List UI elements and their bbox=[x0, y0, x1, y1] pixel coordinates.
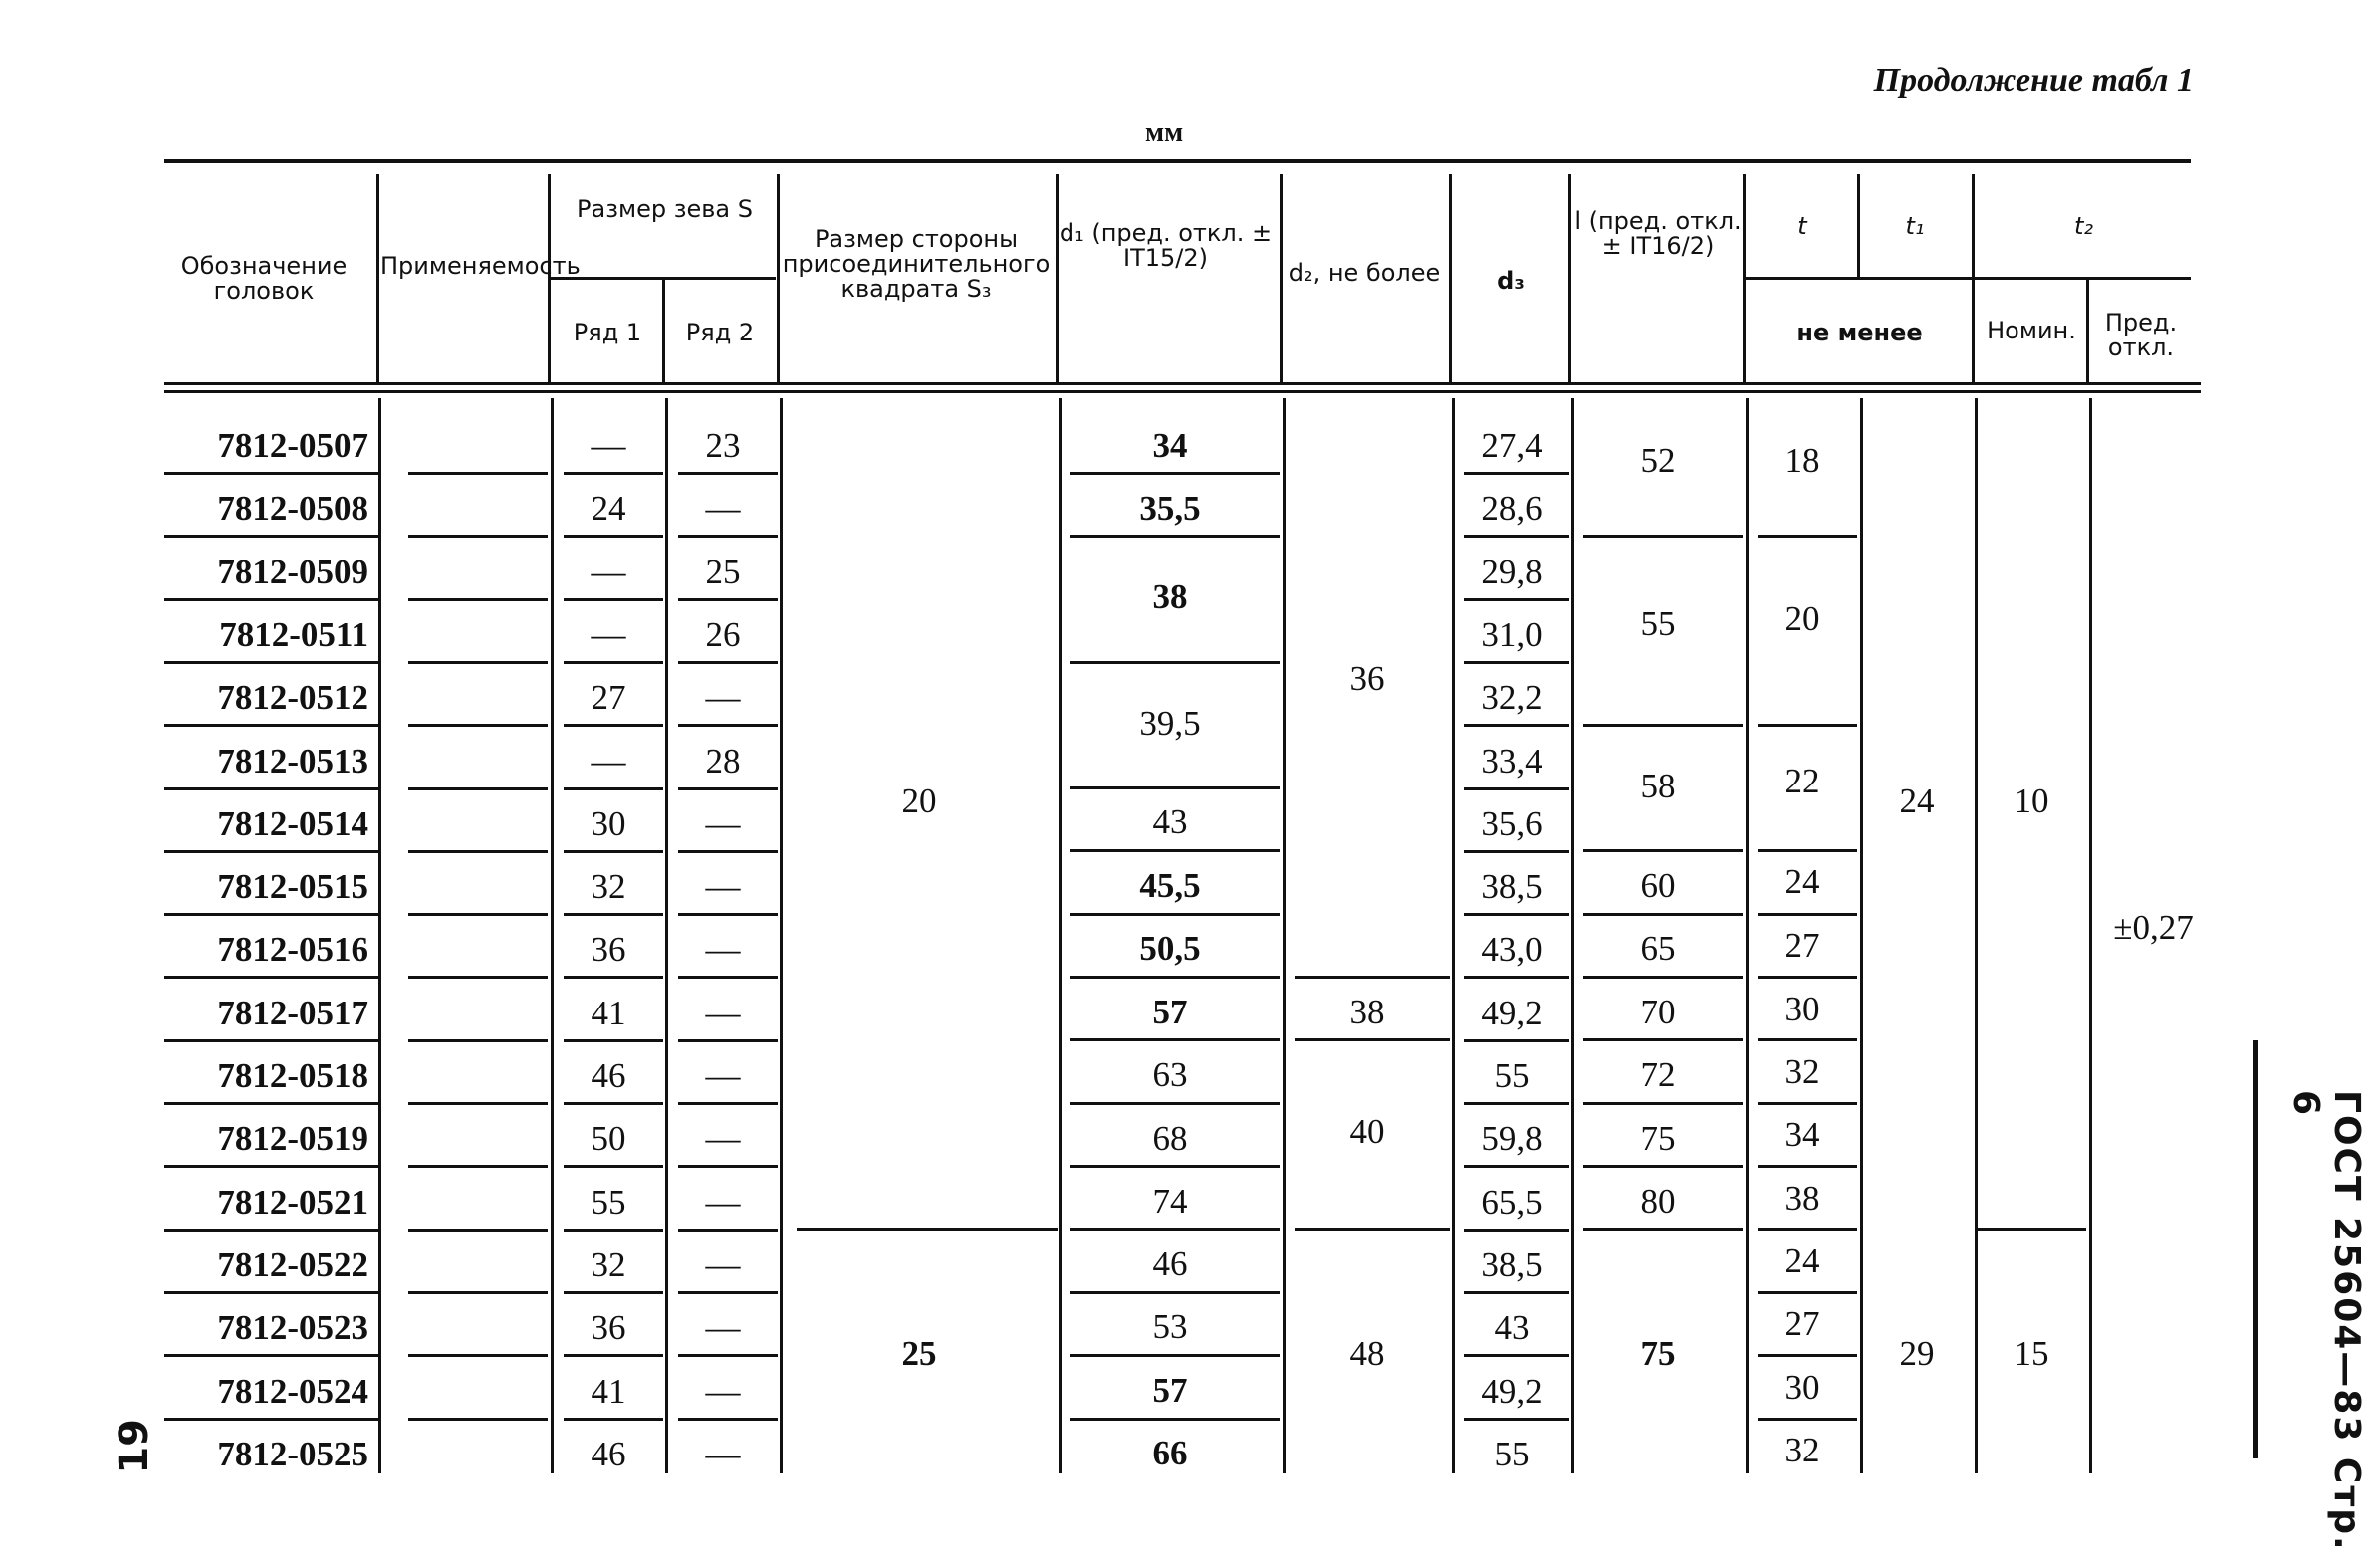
designation-cell: 7812-0516 bbox=[217, 930, 368, 969]
row-divider bbox=[678, 598, 778, 601]
cell-divider bbox=[1070, 472, 1280, 475]
row-divider bbox=[1464, 1229, 1569, 1232]
d1-cell: 35,5 bbox=[1139, 489, 1201, 528]
row2-cell: — bbox=[705, 1245, 741, 1284]
row-divider bbox=[678, 724, 778, 727]
d3-cell: 43,0 bbox=[1481, 930, 1542, 969]
header-hline bbox=[1746, 277, 2191, 280]
row1-cell: 55 bbox=[591, 1183, 626, 1222]
cell-divider bbox=[1758, 535, 1857, 538]
cell-divider bbox=[1758, 1354, 1857, 1357]
t-cell: 30 bbox=[1784, 990, 1820, 1028]
d3-cell: 59,8 bbox=[1481, 1119, 1542, 1158]
header-vline bbox=[777, 174, 780, 383]
continuation-label: Продолжение табл 1 bbox=[1873, 62, 2194, 99]
l-cell: 80 bbox=[1640, 1182, 1676, 1221]
body-vline bbox=[1283, 398, 1286, 1473]
d1-cell: 53 bbox=[1152, 1307, 1188, 1346]
header-d3: d₃ bbox=[1497, 267, 1525, 295]
cell-divider bbox=[1070, 1228, 1280, 1231]
body-vline bbox=[1975, 398, 1978, 1473]
d3-cell: 38,5 bbox=[1481, 867, 1542, 906]
row-divider bbox=[678, 1102, 778, 1105]
row-divider bbox=[408, 1102, 548, 1105]
t2-nominal-cell: 10 bbox=[2014, 782, 2049, 820]
header-nominal: Номин. bbox=[1987, 317, 2076, 344]
row-divider bbox=[1464, 787, 1569, 790]
d1-cell: 39,5 bbox=[1139, 704, 1201, 743]
cell-divider bbox=[1758, 913, 1857, 916]
row-divider bbox=[1464, 724, 1569, 727]
d3-cell: 49,2 bbox=[1481, 994, 1542, 1032]
designation-cell: 7812-0525 bbox=[217, 1435, 368, 1473]
row-divider bbox=[678, 1291, 778, 1294]
designation-cell: 7812-0522 bbox=[217, 1245, 368, 1284]
row1-cell: 27 bbox=[591, 678, 626, 717]
row-divider bbox=[564, 661, 663, 664]
row-divider bbox=[408, 535, 548, 538]
header-vline bbox=[1056, 174, 1059, 383]
cell-divider bbox=[1070, 786, 1280, 789]
row-divider bbox=[564, 1165, 663, 1168]
header-applicability: Применяемость bbox=[380, 252, 581, 280]
cell-divider bbox=[1583, 976, 1743, 979]
d1-cell: 46 bbox=[1152, 1244, 1188, 1283]
row1-cell: 41 bbox=[591, 1372, 626, 1411]
d3-cell: 28,6 bbox=[1481, 489, 1542, 528]
row-divider bbox=[408, 1354, 548, 1357]
row1-cell: 32 bbox=[591, 867, 626, 906]
d3-cell: 33,4 bbox=[1481, 742, 1542, 781]
d1-cell: 66 bbox=[1152, 1434, 1188, 1472]
row-divider bbox=[564, 598, 663, 601]
t-cell: 20 bbox=[1784, 599, 1820, 638]
d1-cell: 63 bbox=[1152, 1055, 1188, 1094]
header-vline bbox=[1449, 174, 1452, 383]
d3-cell: 49,2 bbox=[1481, 1372, 1542, 1411]
d1-cell: 38 bbox=[1152, 577, 1188, 616]
row-divider bbox=[1464, 1102, 1569, 1105]
header-not-less: не менее bbox=[1796, 319, 1923, 346]
designation-cell: 7812-0512 bbox=[217, 678, 368, 717]
d3-cell: 32,2 bbox=[1481, 678, 1542, 717]
t-cell: 32 bbox=[1784, 1052, 1820, 1091]
header-square-side: Размер стороны присоединительного квадрата S₃ bbox=[782, 225, 1051, 304]
row1-cell: 36 bbox=[591, 930, 626, 969]
row2-cell: — bbox=[705, 1119, 741, 1158]
row2-cell: — bbox=[705, 1308, 741, 1347]
cell-divider bbox=[1070, 1291, 1280, 1294]
row-divider bbox=[164, 1229, 378, 1232]
row-divider bbox=[564, 724, 663, 727]
row1-cell: — bbox=[591, 553, 626, 591]
row-divider bbox=[678, 472, 778, 475]
row-divider bbox=[564, 976, 663, 979]
row-divider bbox=[1464, 1291, 1569, 1294]
header-tolerance: Пред. откл. bbox=[2104, 309, 2178, 362]
body-vline bbox=[780, 398, 783, 1473]
d1-cell: 74 bbox=[1152, 1182, 1188, 1221]
row1-cell: 50 bbox=[591, 1119, 626, 1158]
row2-cell: — bbox=[705, 930, 741, 969]
row-divider bbox=[678, 661, 778, 664]
l-cell: 72 bbox=[1640, 1055, 1676, 1094]
row-divider bbox=[408, 1039, 548, 1042]
cell-divider bbox=[1583, 1102, 1743, 1105]
d2-cell: 36 bbox=[1349, 659, 1385, 698]
header-t2: t₂ bbox=[2073, 212, 2094, 240]
l-cell: 52 bbox=[1640, 441, 1676, 480]
row-divider bbox=[1464, 472, 1569, 475]
designation-cell: 7812-0507 bbox=[217, 426, 368, 465]
row-divider bbox=[678, 1039, 778, 1042]
header-jaw-size: Размер зева S bbox=[577, 195, 753, 223]
designation-cell: 7812-0515 bbox=[217, 867, 368, 906]
row-divider bbox=[564, 1354, 663, 1357]
row-divider bbox=[164, 1354, 378, 1357]
cell-divider bbox=[1583, 535, 1743, 538]
header-row1: Ряд 1 bbox=[573, 319, 642, 346]
d3-cell: 55 bbox=[1494, 1056, 1530, 1095]
header-t: t bbox=[1797, 212, 1807, 240]
l-cell: 75 bbox=[1640, 1119, 1676, 1158]
row-divider bbox=[564, 1102, 663, 1105]
row-divider bbox=[678, 913, 778, 916]
designation-cell: 7812-0518 bbox=[217, 1056, 368, 1095]
d1-cell: 50,5 bbox=[1139, 929, 1201, 968]
row-divider bbox=[408, 850, 548, 853]
cell-divider bbox=[1070, 913, 1280, 916]
l-cell: 58 bbox=[1640, 767, 1676, 805]
t-cell: 34 bbox=[1784, 1115, 1820, 1154]
gost-side-bar bbox=[2253, 1040, 2258, 1458]
l-cell: 55 bbox=[1640, 604, 1676, 643]
d3-cell: 55 bbox=[1494, 1435, 1530, 1473]
row-divider bbox=[164, 724, 378, 727]
designation-cell: 7812-0524 bbox=[217, 1372, 368, 1411]
d3-cell: 27,4 bbox=[1481, 426, 1542, 465]
cell-divider bbox=[1070, 661, 1280, 664]
row-divider bbox=[564, 1291, 663, 1294]
d3-cell: 65,5 bbox=[1481, 1183, 1542, 1222]
cell-divider bbox=[1758, 849, 1857, 852]
row-divider bbox=[408, 724, 548, 727]
designation-cell: 7812-0511 bbox=[219, 615, 368, 654]
header-designation: Обозначение головок bbox=[180, 252, 348, 306]
row-divider bbox=[1464, 1418, 1569, 1421]
t-cell: 24 bbox=[1784, 862, 1820, 901]
row-divider bbox=[1464, 1165, 1569, 1168]
cell-divider bbox=[1070, 1102, 1280, 1105]
row1-cell: — bbox=[591, 426, 626, 465]
cell-divider bbox=[1070, 976, 1280, 979]
t1-cell: 29 bbox=[1899, 1334, 1935, 1373]
cell-divider bbox=[1758, 1291, 1857, 1294]
d1-cell: 45,5 bbox=[1139, 866, 1201, 905]
row1-cell: 30 bbox=[591, 804, 626, 843]
row-divider bbox=[164, 598, 378, 601]
table-top-rule bbox=[164, 159, 2191, 163]
row2-cell: — bbox=[705, 1056, 741, 1095]
t1-cell: 24 bbox=[1899, 782, 1935, 820]
designation-cell: 7812-0509 bbox=[217, 553, 368, 591]
header-t1: t₁ bbox=[1905, 212, 1925, 240]
row-divider bbox=[164, 976, 378, 979]
page-number: 19 bbox=[112, 1419, 157, 1474]
row-divider bbox=[678, 1354, 778, 1357]
square-side-cell: 20 bbox=[901, 782, 937, 820]
row2-cell: 28 bbox=[705, 742, 741, 781]
row-divider bbox=[678, 976, 778, 979]
row-divider bbox=[408, 1291, 548, 1294]
l-cell: 60 bbox=[1640, 866, 1676, 905]
header-hline bbox=[551, 277, 776, 280]
row-divider bbox=[408, 661, 548, 664]
row-divider bbox=[678, 1229, 778, 1232]
cell-divider bbox=[1758, 1165, 1857, 1168]
cell-divider bbox=[1583, 724, 1743, 727]
row2-cell: — bbox=[705, 489, 741, 528]
row2-cell: — bbox=[705, 1183, 741, 1222]
header-vline bbox=[1280, 174, 1283, 383]
d1-cell: 34 bbox=[1152, 426, 1188, 465]
row2-cell: 25 bbox=[705, 553, 741, 591]
row-divider bbox=[678, 1418, 778, 1421]
row1-cell: 36 bbox=[591, 1308, 626, 1347]
d2-cell: 40 bbox=[1349, 1112, 1385, 1151]
row-divider bbox=[564, 472, 663, 475]
cell-divider bbox=[1583, 849, 1743, 852]
cell-divider bbox=[1758, 1038, 1857, 1041]
t-cell: 27 bbox=[1784, 926, 1820, 965]
gost-side-label: ГОСТ 25604—83 Стр. 6 bbox=[2285, 1090, 2367, 1552]
row-divider bbox=[164, 1039, 378, 1042]
body-vline bbox=[1860, 398, 1863, 1473]
unit-label: мм bbox=[1145, 117, 1184, 148]
designation-cell: 7812-0521 bbox=[217, 1183, 368, 1222]
row-divider bbox=[1464, 976, 1569, 979]
row2-cell: — bbox=[705, 1435, 741, 1473]
cell-divider bbox=[1758, 976, 1857, 979]
designation-cell: 7812-0523 bbox=[217, 1308, 368, 1347]
row-divider bbox=[678, 787, 778, 790]
row-divider bbox=[678, 535, 778, 538]
designation-cell: 7812-0517 bbox=[217, 994, 368, 1032]
row-divider bbox=[564, 1039, 663, 1042]
body-vline bbox=[378, 398, 381, 1473]
t-cell: 18 bbox=[1784, 441, 1820, 480]
row2-cell: — bbox=[705, 1372, 741, 1411]
d2-cell: 48 bbox=[1349, 1334, 1385, 1373]
row2-cell: — bbox=[705, 804, 741, 843]
row2-cell: — bbox=[705, 678, 741, 717]
row-divider bbox=[1464, 850, 1569, 853]
cell-divider bbox=[1583, 1165, 1743, 1168]
d3-cell: 35,6 bbox=[1481, 804, 1542, 843]
row2-cell: 23 bbox=[705, 426, 741, 465]
row1-cell: — bbox=[591, 615, 626, 654]
row-divider bbox=[564, 787, 663, 790]
row-divider bbox=[164, 1102, 378, 1105]
header-bottom-rule bbox=[164, 390, 2201, 393]
row-divider bbox=[408, 913, 548, 916]
row-divider bbox=[164, 472, 378, 475]
row1-cell: 46 bbox=[591, 1435, 626, 1473]
header-d2: d₂, не более bbox=[1288, 259, 1441, 287]
row-divider bbox=[408, 1165, 548, 1168]
row-divider bbox=[164, 787, 378, 790]
cell-divider bbox=[1295, 1228, 1450, 1231]
header-vline bbox=[376, 174, 379, 383]
t-cell: 24 bbox=[1784, 1241, 1820, 1280]
header-bottom-rule bbox=[164, 382, 2201, 385]
cell-divider bbox=[1583, 1038, 1743, 1041]
row-divider bbox=[408, 976, 548, 979]
designation-cell: 7812-0514 bbox=[217, 804, 368, 843]
row-divider bbox=[164, 1418, 378, 1421]
d3-cell: 31,0 bbox=[1481, 615, 1542, 654]
row-divider bbox=[564, 1229, 663, 1232]
header-row2: Ряд 2 bbox=[685, 319, 755, 346]
row-divider bbox=[408, 472, 548, 475]
header-l: l (пред. откл. ± IT16/2) bbox=[1574, 207, 1742, 261]
row-divider bbox=[1464, 535, 1569, 538]
row1-cell: 24 bbox=[591, 489, 626, 528]
row-divider bbox=[164, 850, 378, 853]
cell-divider bbox=[1758, 724, 1857, 727]
row-divider bbox=[164, 1291, 378, 1294]
t-cell: 38 bbox=[1784, 1179, 1820, 1218]
row-divider bbox=[408, 1418, 548, 1421]
t-cell: 30 bbox=[1784, 1368, 1820, 1407]
cell-divider bbox=[1583, 1228, 1743, 1231]
cell-divider bbox=[1070, 1165, 1280, 1168]
t-cell: 32 bbox=[1784, 1431, 1820, 1469]
d1-cell: 43 bbox=[1152, 802, 1188, 841]
cell-divider bbox=[1758, 1418, 1857, 1421]
row-divider bbox=[164, 661, 378, 664]
l-cell: 70 bbox=[1640, 993, 1676, 1031]
header-vline bbox=[2086, 279, 2089, 383]
cell-divider bbox=[1070, 849, 1280, 852]
row-divider bbox=[678, 850, 778, 853]
row-divider bbox=[164, 1165, 378, 1168]
row-divider bbox=[164, 913, 378, 916]
d1-cell: 68 bbox=[1152, 1119, 1188, 1158]
row2-cell: 26 bbox=[705, 615, 741, 654]
designation-cell: 7812-0508 bbox=[217, 489, 368, 528]
cell-divider bbox=[1070, 1418, 1280, 1421]
row-divider bbox=[164, 535, 378, 538]
row1-cell: 46 bbox=[591, 1056, 626, 1095]
t2-tolerance-cell: ±0,27 bbox=[2113, 908, 2194, 947]
header-vline bbox=[662, 279, 665, 383]
row-divider bbox=[1464, 1354, 1569, 1357]
designation-cell: 7812-0519 bbox=[217, 1119, 368, 1158]
d1-cell: 57 bbox=[1152, 993, 1188, 1031]
cell-divider bbox=[1977, 1228, 2086, 1231]
d3-cell: 29,8 bbox=[1481, 553, 1542, 591]
row-divider bbox=[1464, 661, 1569, 664]
row1-cell: — bbox=[591, 742, 626, 781]
square-side-cell: 25 bbox=[901, 1334, 937, 1373]
cell-divider bbox=[1070, 1354, 1280, 1357]
cell-divider bbox=[1758, 1228, 1857, 1231]
cell-divider bbox=[797, 1228, 1058, 1231]
row2-cell: — bbox=[705, 994, 741, 1032]
row-divider bbox=[1464, 1039, 1569, 1042]
row2-cell: — bbox=[705, 867, 741, 906]
row-divider bbox=[564, 913, 663, 916]
d3-cell: 38,5 bbox=[1481, 1245, 1542, 1284]
t-cell: 27 bbox=[1784, 1304, 1820, 1343]
cell-divider bbox=[1295, 1038, 1450, 1041]
designation-cell: 7812-0513 bbox=[217, 742, 368, 781]
row-divider bbox=[408, 598, 548, 601]
t2-nominal-cell: 15 bbox=[2014, 1334, 2049, 1373]
d1-cell: 57 bbox=[1152, 1371, 1188, 1410]
header-vline bbox=[1568, 174, 1571, 383]
cell-divider bbox=[1070, 1038, 1280, 1041]
row1-cell: 41 bbox=[591, 994, 626, 1032]
cell-divider bbox=[1758, 1102, 1857, 1105]
row-divider bbox=[1464, 598, 1569, 601]
row-divider bbox=[1464, 913, 1569, 916]
row-divider bbox=[564, 1418, 663, 1421]
cell-divider bbox=[1070, 535, 1280, 538]
l-cell: 65 bbox=[1640, 929, 1676, 968]
row-divider bbox=[408, 787, 548, 790]
l-cell: 75 bbox=[1640, 1334, 1676, 1373]
row-divider bbox=[564, 535, 663, 538]
d2-cell: 38 bbox=[1349, 993, 1385, 1031]
row-divider bbox=[564, 850, 663, 853]
row-divider bbox=[408, 1229, 548, 1232]
cell-divider bbox=[1295, 976, 1450, 979]
d3-cell: 43 bbox=[1494, 1308, 1530, 1347]
t-cell: 22 bbox=[1784, 762, 1820, 800]
header-vline bbox=[1857, 174, 1860, 279]
row1-cell: 32 bbox=[591, 1245, 626, 1284]
header-d1: d₁ (пред. откл. ± IT15/2) bbox=[1059, 219, 1273, 273]
cell-divider bbox=[1583, 913, 1743, 916]
row-divider bbox=[678, 1165, 778, 1168]
